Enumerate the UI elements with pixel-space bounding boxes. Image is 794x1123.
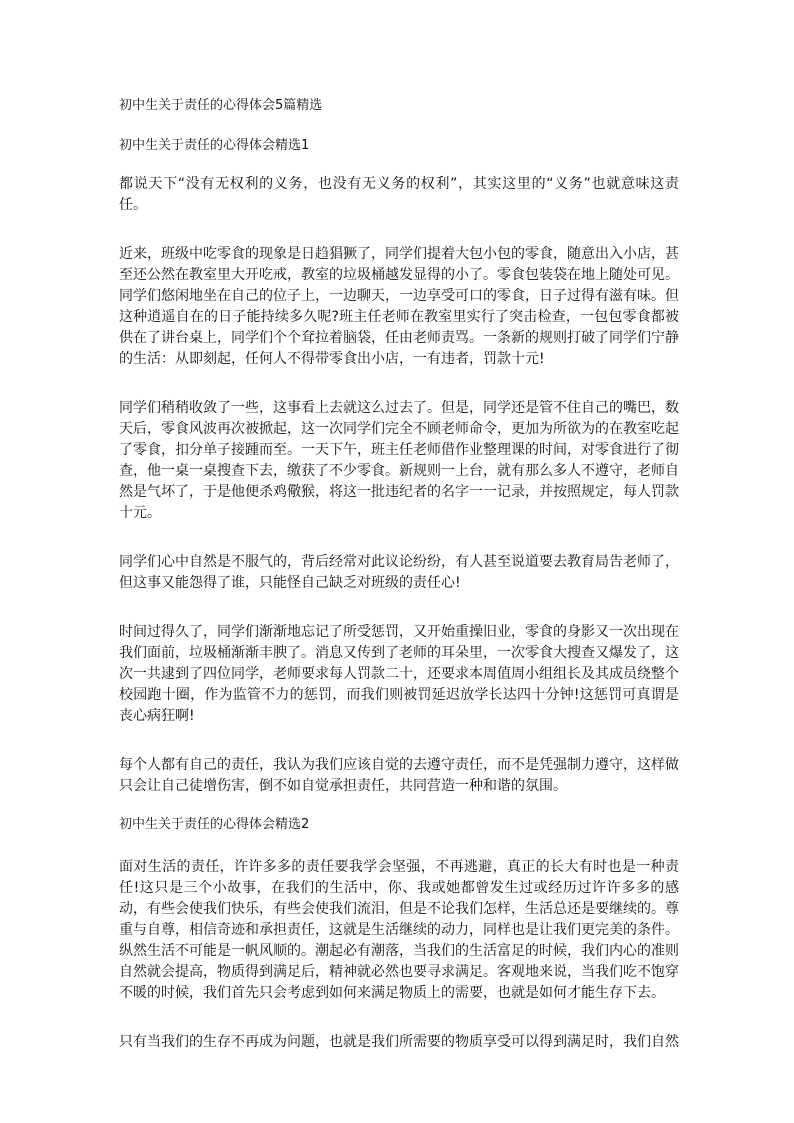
section-1-paragraph-1: 都说天下“没有无权利的义务，也没有无义务的权利”，其实这里的“义务”也就意味这责任。 [119, 176, 679, 213]
section-2-heading: 初中生关于责任的心得体会精选2 [119, 817, 310, 832]
section-1-paragraph-2: 近来，班级中吃零食的现象是日趋猖獗了，同学们提着大包小包的零食，随意出入小店，甚至还公然在教室里大开吃戒，教室的垃圾桶越发显得的小了。零食包装袋在地上随处可见。同学们悠闲地坐在自己的位子上，一边聊天，一边享受可口的零食，日子过得有滋有味。但这种逍遥自在的日子能持续多久呢?班主任老师在教室里实行了突击检查，一包包零食都被供在了讲台桌上，同学们个个耷拉着脑袋，任由老师责骂。一条新的规则打破了同学们宁静的生活：从即刻起，任何人不得带零食出小店，一有违者，罚款十元! [119, 246, 679, 367]
section-1-paragraph-4: 同学们心中自然是不服气的，背后经常对此议论纷纷，有人甚至说道要去教育局告老师了，但这事又能怨得了谁，只能怪自己缺乏对班级的责任心! [119, 554, 679, 591]
section-1-heading: 初中生关于责任的心得体会精选1 [119, 138, 310, 153]
document-page [119, 96, 679, 1053]
section-1-paragraph-6: 每个人都有自己的责任，我认为我们应该自觉的去遵守责任，而不是凭强制力遵守，这样做只会让自己徒增伤害，倒不如自觉承担责任，共同营造一种和谐的氛围。 [119, 757, 679, 794]
section-1-paragraph-5: 时间过得久了，同学们渐渐地忘记了所受惩罚，又开始重操旧业，零食的身影又一次出现在我们面前，垃圾桶渐渐丰腴了。消息又传到了老师的耳朵里，一次零食大搜查又爆发了，这次一共逮到了四位同学，老师要求每人罚款二十，还要求本周值周小组组长及其成员绕整个校园跑十圈，作为监管不力的惩罚，而我们则被罚延迟放学长达四十分钟!这惩罚可真谓是丧心病狂啊! [119, 624, 679, 724]
section-2-paragraph-2: 只有当我们的生存不再成为问题，也就是我们所需要的物质享受可以得到满足时，我们自然 [119, 1034, 679, 1050]
section-2-paragraph-1: 面对生活的责任，许许多多的责任要我学会坚强，不再逃避，真正的长大有时也是一种责任!这只是三个小故事，在我们的生活中，你、我或她都曾发生过或经历过许许多多的感动，有些会使我们快乐，有些会使我们流泪，但是不论我们怎样，生活总还是要继续的。尊重与自尊，相信奇迹和承担责任，这就是生活继续的动力，同样也是让我们更完美的条件。纵然生活不可能是一帆风顺的。潮起必有潮落，当我们的生活富足的时候，我们内心的准则自然就会提高，物质得到满足后，精神就必然也要寻求满足。客观地来说，当我们吃不饱穿不暖的时候，我们首先只会考虑到如何来满足物质上的需要，也就是如何才能生存下去。 [119, 859, 679, 1001]
section-1-paragraph-3: 同学们稍稍收敛了一些，这事看上去就这么过去了。但是，同学还是管不住自己的嘴巴，数天后，零食风波再次被掀起，这一次同学们完全不顾老师命令，更加为所欲为的在教室吃起了零食，扣分单子接踵而至。一天下午，班主任老师借作业整理课的时间，对零食进行了彻查，他一桌一桌搜查下去，缴获了不少零食。新规则一上台，就有那么多人不遵守，老师自然是气坏了，于是他便杀鸡儆猴，将这一批违纪者的名字一一记录，并按照规定，每人罚款十元。 [119, 400, 679, 521]
document-title: 初中生关于责任的心得体会5篇精选 [119, 98, 323, 113]
